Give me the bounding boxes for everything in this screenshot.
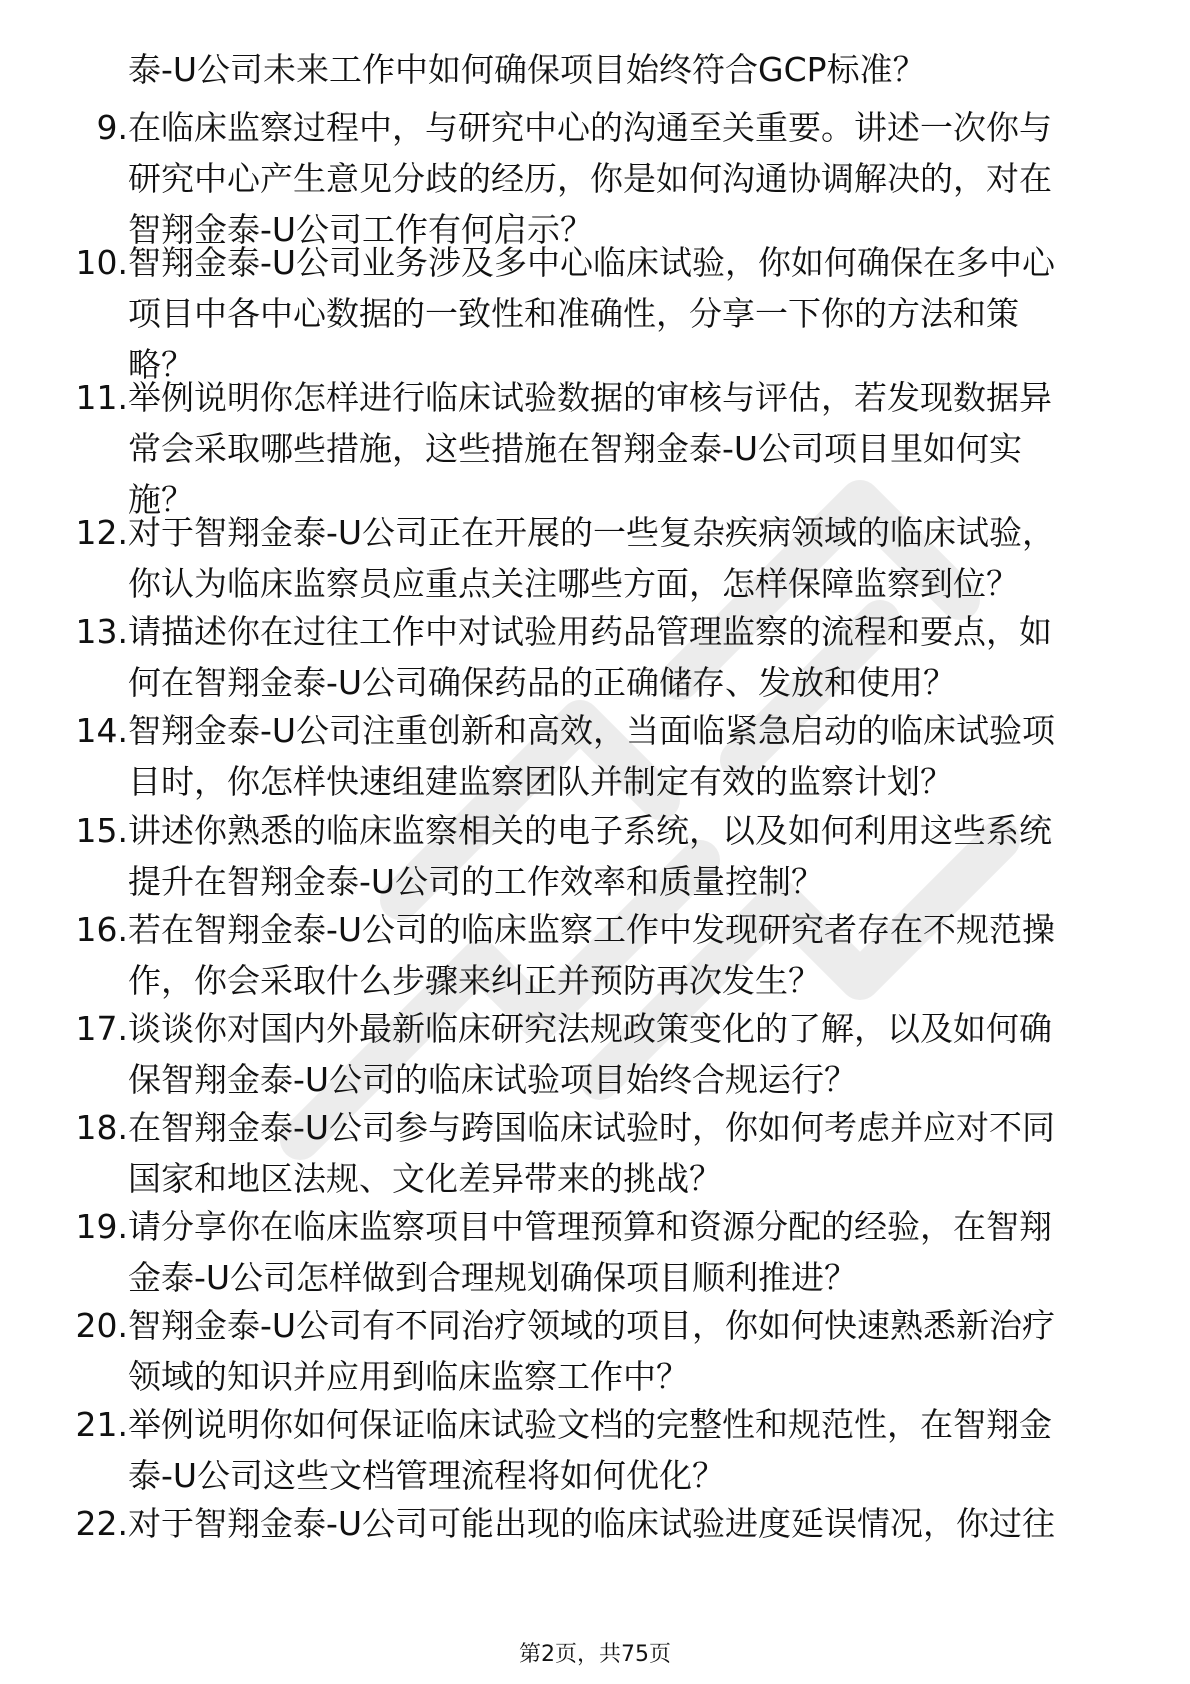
question-text xyxy=(128,1399,1118,1501)
question-number: 19. xyxy=(75,1207,128,1246)
question-text xyxy=(128,1498,1118,1549)
question-line: 在临床监察过程中，与研究中心的沟通至关重要。讲述一次你与 xyxy=(128,108,1052,147)
question-number: 22. xyxy=(75,1504,128,1543)
question-text xyxy=(128,705,1118,807)
question-line: 保智翔金泰-U公司的临床试验项目始终合规运行？ xyxy=(128,1060,858,1099)
question-line: 领域的知识并应用到临床监察工作中？ xyxy=(128,1357,689,1396)
question-line: 举例说明你怎样进行临床试验数据的审核与评估，若发现数据异 xyxy=(128,378,1052,417)
question-number: 15. xyxy=(75,811,128,850)
question-line: 何在智翔金泰-U公司确保药品的正确储存、发放和使用？ xyxy=(128,663,957,702)
question-text xyxy=(128,372,1118,525)
question-number: 18. xyxy=(75,1108,128,1147)
question-line: 作，你会采取什么步骤来纠正并预防再次发生？ xyxy=(128,961,821,1000)
page-footer: 第2页，共75页 xyxy=(519,1642,671,1667)
question-line: 略？ xyxy=(128,345,194,384)
question-line: 智翔金泰-U公司注重创新和高效，当面临紧急启动的临床试验项 xyxy=(128,711,1056,750)
question-line: 泰-U公司这些文档管理流程将如何优化？ xyxy=(128,1456,726,1495)
question-line: 提升在智翔金泰-U公司的工作效率和质量控制？ xyxy=(128,862,825,901)
question-line: 常会采取哪些措施，这些措施在智翔金泰-U公司项目里如何实 xyxy=(128,429,1023,468)
question-continued-line: 泰-U公司未来工作中如何确保项目始终符合GCP标准？ xyxy=(128,50,926,89)
question-line: 智翔金泰-U公司工作有何启示？ xyxy=(128,210,594,249)
question-line: 若在智翔金泰-U公司的临床监察工作中发现研究者存在不规范操 xyxy=(128,910,1056,949)
question-text xyxy=(128,102,1118,255)
question-number: 17. xyxy=(75,1009,128,1048)
question-text xyxy=(128,805,1118,907)
question-text xyxy=(128,1003,1118,1105)
question-line: 举例说明你如何保证临床试验文档的完整性和规范性，在智翔金 xyxy=(128,1405,1052,1444)
question-number: 14. xyxy=(75,711,128,750)
question-text xyxy=(128,1102,1118,1204)
question-line: 国家和地区法规、文化差异带来的挑战？ xyxy=(128,1159,722,1198)
question-text xyxy=(128,904,1118,1006)
question-text xyxy=(128,1300,1118,1402)
question-line: 施？ xyxy=(128,480,194,519)
question-line: 项目中各中心数据的一致性和准确性，分享一下你的方法和策 xyxy=(128,294,1019,333)
question-line: 请分享你在临床监察项目中管理预算和资源分配的经验，在智翔 xyxy=(128,1207,1052,1246)
question-number: 12. xyxy=(75,513,128,552)
question-number: 21. xyxy=(75,1405,128,1444)
question-line: 对于智翔金泰-U公司正在开展的一些复杂疾病领域的临床试验， xyxy=(128,513,1056,552)
question-number: 9. xyxy=(96,108,128,147)
question-line: 谈谈你对国内外最新临床研究法规政策变化的了解，以及如何确 xyxy=(128,1009,1052,1048)
question-line: 智翔金泰-U公司有不同治疗领域的项目，你如何快速熟悉新治疗 xyxy=(128,1306,1056,1345)
question-text xyxy=(128,606,1118,708)
question-line: 目时，你怎样快速组建监察团队并制定有效的监察计划？ xyxy=(128,762,953,801)
question-text xyxy=(128,1201,1118,1303)
question-number: 13. xyxy=(75,612,128,651)
question-number: 11. xyxy=(75,378,128,417)
question-line: 你认为临床监察员应重点关注哪些方面，怎样保障监察到位？ xyxy=(128,564,1019,603)
question-line: 智翔金泰-U公司业务涉及多中心临床试验，你如何确保在多中心 xyxy=(128,243,1056,282)
question-number: 10. xyxy=(75,243,128,282)
question-text xyxy=(128,507,1118,609)
question-number: 16. xyxy=(75,910,128,949)
question-text xyxy=(128,237,1118,390)
question-line: 金泰-U公司怎样做到合理规划确保项目顺利推进？ xyxy=(128,1258,858,1297)
question-line: 在智翔金泰-U公司参与跨国临床试验时，你如何考虑并应对不同 xyxy=(128,1108,1056,1147)
question-line: 请描述你在过往工作中对试验用药品管理监察的流程和要点，如 xyxy=(128,612,1052,651)
question-number: 20. xyxy=(75,1306,128,1345)
question-line: 对于智翔金泰-U公司可能出现的临床试验进度延误情况，你过往 xyxy=(128,1504,1056,1543)
question-line: 讲述你熟悉的临床监察相关的电子系统，以及如何利用这些系统 xyxy=(128,811,1052,850)
question-line: 研究中心产生意见分歧的经历，你是如何沟通协调解决的，对在 xyxy=(128,159,1052,198)
